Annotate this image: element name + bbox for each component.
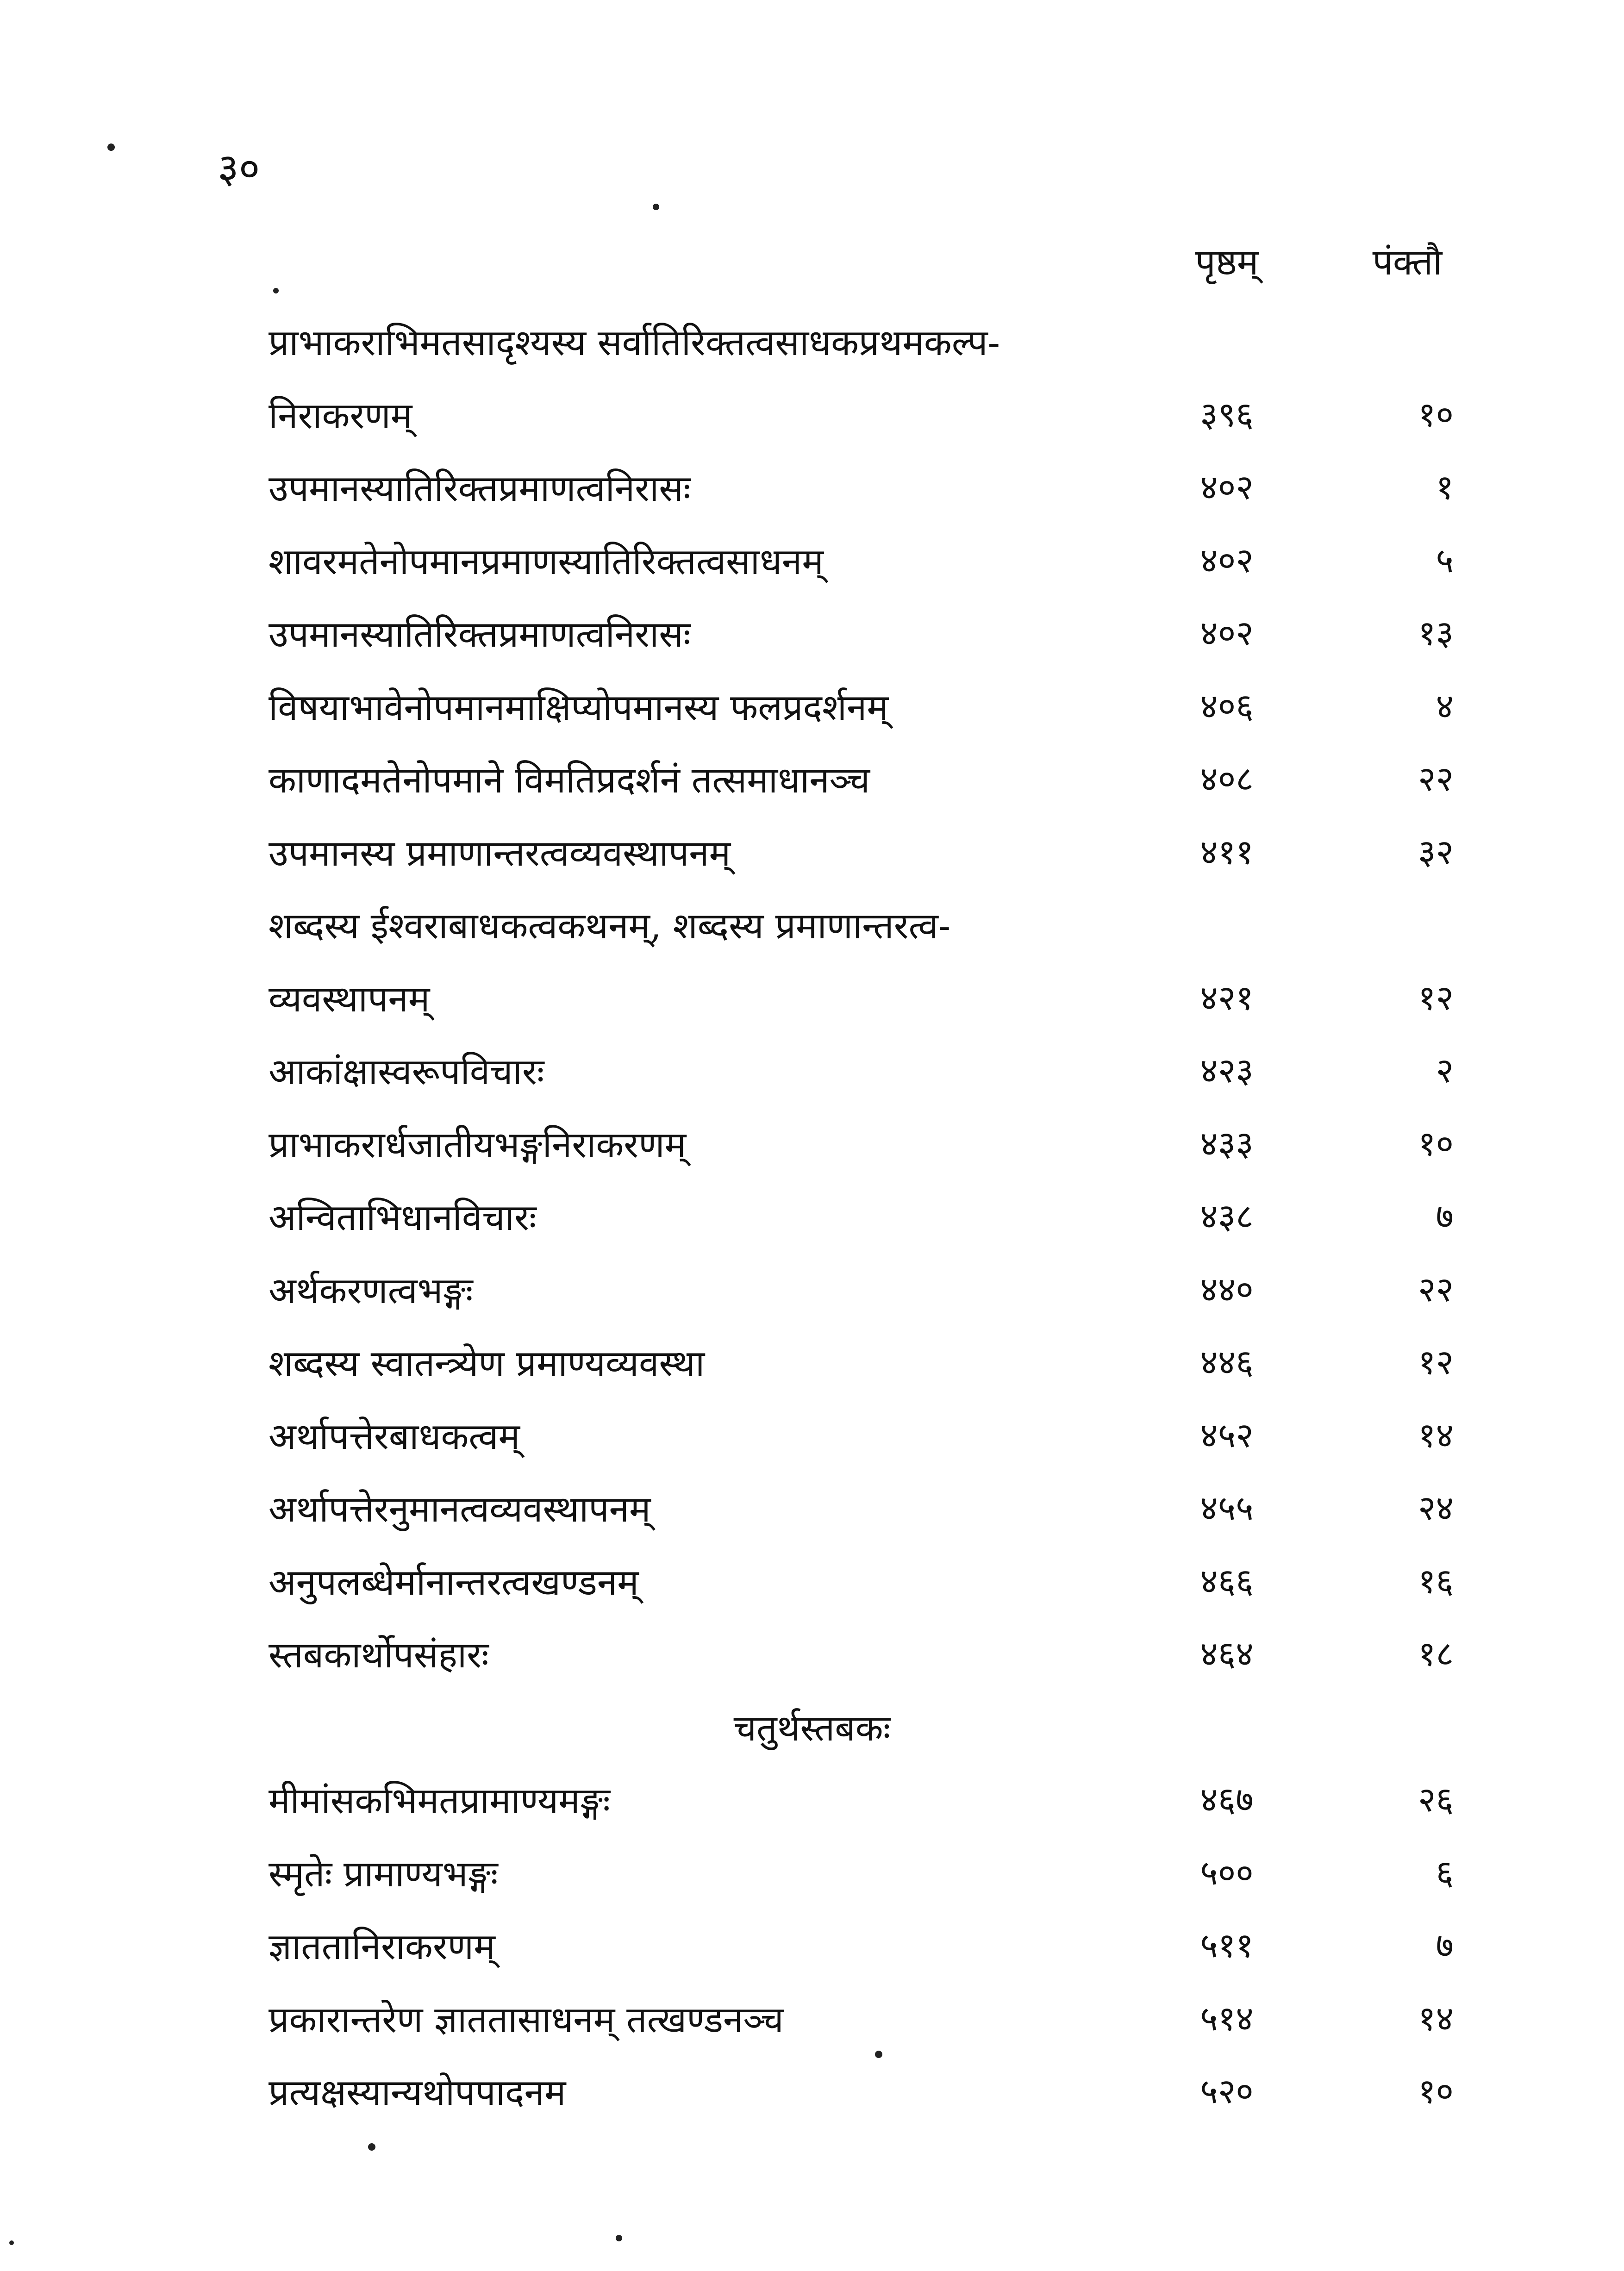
scan-speck: [107, 143, 115, 151]
entry-line: १०: [1418, 394, 1454, 435]
contents-row: [0, 451, 1624, 524]
entry-title: अर्थापत्तेरनुमानत्वव्यवस्थापनम्: [269, 1489, 651, 1530]
entry-line: १३: [1418, 613, 1454, 653]
entry-page: ५११: [1200, 1926, 1254, 1965]
contents-list: [0, 306, 1624, 2128]
contents-row: [0, 597, 1624, 670]
entry-page: ४४६: [1200, 1342, 1254, 1382]
entry-title: शावरमतेनोपमानप्रमाणस्यातिरिक्तत्वसाधनम्: [269, 541, 824, 583]
entry-line: २६: [1418, 1780, 1454, 1820]
scan-speck: [616, 2235, 622, 2241]
contents-row: [0, 524, 1624, 598]
contents-row: [0, 1909, 1624, 1983]
entry-page: ५००: [1200, 1853, 1254, 1893]
contents-row: [0, 1254, 1624, 1327]
entry-page: ४६७: [1200, 1780, 1254, 1820]
contents-row: [0, 743, 1624, 816]
entry-line: १२: [1418, 978, 1454, 1018]
entry-title: मीमांसकभिमतप्रामाण्यमङ्गः: [269, 1780, 610, 1822]
entry-title: उपमानस्य प्रमाणान्तरत्वव्यवस्थापनम्: [269, 832, 731, 874]
entry-line: ७: [1436, 1926, 1454, 1965]
entry-title: प्राभाकराभिमतसादृश्यस्य सर्वातिरिक्तत्वसाधकप्रथमकल्प-: [269, 322, 1000, 364]
entry-line: १४: [1418, 1415, 1454, 1455]
contents-row: [0, 379, 1624, 452]
entry-line: १०: [1418, 1123, 1454, 1164]
contents-row: [0, 1837, 1624, 1910]
entry-line: २: [1436, 1051, 1454, 1091]
contents-row: [0, 1764, 1624, 1837]
entry-page: ४०८: [1200, 759, 1254, 799]
entry-title: व्यवस्थापनम्: [269, 978, 430, 1020]
contents-row: [0, 670, 1624, 743]
entry-title: स्मृतेः प्रामाण्यभङ्गः: [269, 1853, 498, 1895]
entry-page: ४५५: [1200, 1488, 1254, 1528]
entry-title: प्राभाकरार्धजातीयभङ्गनिराकरणम्: [269, 1124, 687, 1166]
entry-line: १६: [1418, 1561, 1454, 1601]
entry-page: ४०६: [1200, 686, 1254, 726]
entry-page: ४५२: [1200, 1415, 1254, 1455]
scan-speck: [368, 2143, 375, 2151]
entry-line: १२: [1418, 1342, 1454, 1382]
contents-row: [0, 962, 1624, 1035]
entry-page: ४२१: [1200, 978, 1254, 1018]
entry-page: ४४०: [1200, 1269, 1254, 1310]
entry-page: ५२०: [1200, 2071, 1254, 2111]
entry-line: १: [1436, 468, 1454, 507]
entry-title: अर्थापत्तेरबाधकत्वम्: [269, 1416, 520, 1458]
entry-page: ५१४: [1200, 1998, 1254, 2039]
entry-title: ज्ञाततानिराकरणम्: [269, 1926, 495, 1968]
entry-title: उपमानस्यातिरिक्तप्रमाणत्वनिरासः: [269, 468, 691, 510]
contents-row: [0, 816, 1624, 889]
entry-title: स्तबकार्थोपसंहारः: [269, 1635, 489, 1676]
contents-row: [0, 1472, 1624, 1545]
scan-speck: [9, 2240, 14, 2245]
entry-line: ५: [1436, 540, 1454, 580]
contents-row: [0, 1035, 1624, 1108]
entry-line: ३२: [1418, 832, 1454, 872]
entry-title: अर्थकरणत्वभङ्गः: [269, 1270, 473, 1312]
entry-title: विषयाभावेनोपमानमाक्षिप्योपमानस्य फलप्रदर्शनम्: [269, 686, 888, 729]
entry-line: ४: [1436, 686, 1454, 726]
page-number: ३०: [218, 144, 260, 192]
entry-title: प्रत्यक्षस्यान्यथोपपादनम: [269, 2072, 566, 2114]
scan-speck: [273, 288, 279, 293]
entry-title: अन्विताभिधानविचारः: [269, 1197, 537, 1239]
entry-page: ४०२: [1200, 613, 1254, 653]
entry-title: शब्दस्य ईश्वराबाधकत्वकथनम्, शब्दस्य प्रमाणान्तरत्व-: [269, 905, 951, 947]
entry-page: ४६४: [1200, 1634, 1254, 1674]
contents-row: [0, 1180, 1624, 1254]
contents-row: [0, 889, 1624, 962]
scan-speck: [653, 204, 659, 210]
entry-title: आकांक्षास्वरूपविचारः: [269, 1051, 544, 1093]
entry-title: प्रकारान्तरेण ज्ञाततासाधनम् तत्खण्डनञ्च: [269, 1999, 784, 2041]
contents-row: [0, 306, 1624, 379]
entry-page: ४३३: [1200, 1123, 1254, 1164]
entry-title: निराकरणम्: [269, 395, 412, 437]
entry-line: २२: [1418, 759, 1454, 799]
entry-page: ४०२: [1200, 468, 1254, 507]
column-header-page: पृष्ठम्: [1195, 242, 1259, 283]
entry-line: १०: [1418, 2071, 1454, 2111]
entry-title: अनुपलब्धेर्मानान्तरत्वखण्डनम्: [269, 1561, 639, 1603]
entry-line: १८: [1418, 1634, 1454, 1674]
entry-line: ६: [1436, 1853, 1454, 1893]
entry-page: ४३८: [1200, 1197, 1254, 1236]
entry-page: ४६६: [1200, 1561, 1254, 1601]
entry-page: ४११: [1200, 832, 1254, 872]
entry-title: उपमानस्यातिरिक्तप्रमाणत्वनिरासः: [269, 614, 691, 655]
entry-title: काणादमतेनोपमाने विमतिप्रदर्शनं तत्समाधानञ्च: [269, 760, 870, 801]
entry-page: ४०२: [1200, 540, 1254, 580]
contents-row: [0, 1983, 1624, 2056]
contents-row: [0, 1618, 1624, 1691]
scan-speck: [875, 2051, 882, 2058]
entry-title: शब्दस्य स्वातन्त्र्येण प्रमाण्यव्यवस्था: [269, 1343, 705, 1385]
contents-row: [0, 1326, 1624, 1399]
entry-line: २४: [1418, 1488, 1454, 1528]
entry-page: ४२३: [1200, 1051, 1254, 1091]
entry-line: १४: [1418, 1998, 1454, 2039]
entry-page: ३९६: [1200, 394, 1254, 435]
section-heading: चतुर्थस्तबकः: [733, 1707, 891, 1749]
contents-row: [0, 2055, 1624, 2128]
entry-line: २२: [1418, 1269, 1454, 1310]
column-header-line: पंक्तौ: [1372, 242, 1443, 283]
contents-row: [0, 1108, 1624, 1181]
section-heading-row: [0, 1691, 1624, 1764]
contents-row: [0, 1545, 1624, 1618]
contents-row: [0, 1399, 1624, 1472]
entry-line: ७: [1436, 1197, 1454, 1236]
